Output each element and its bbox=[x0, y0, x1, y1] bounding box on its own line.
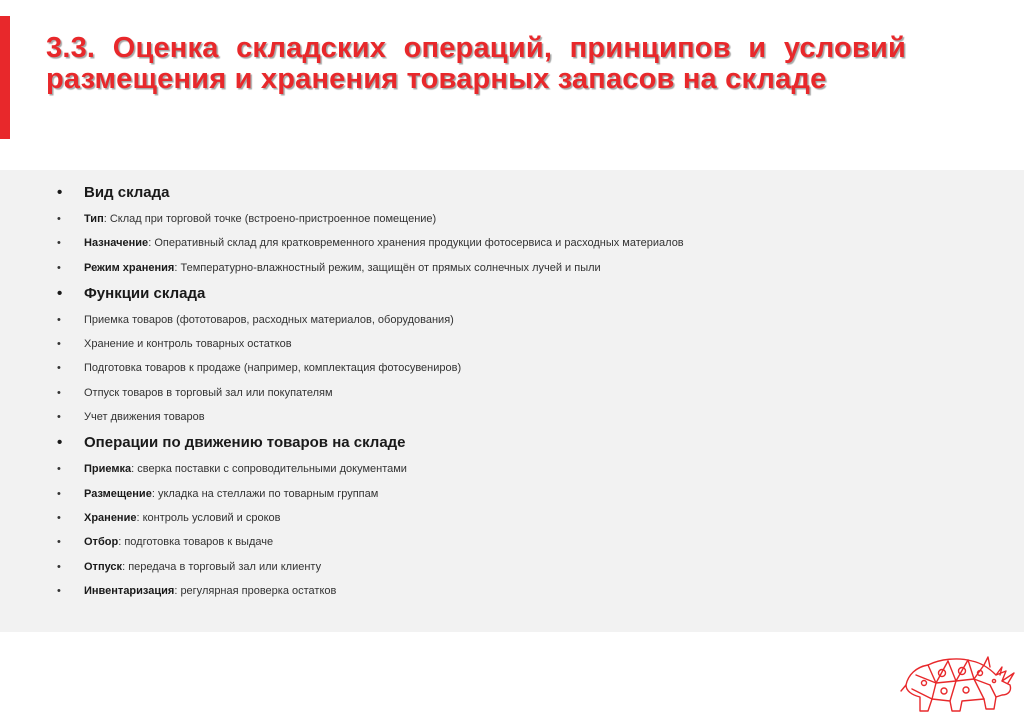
item-text: Отпуск товаров в торговый зал или покупателям bbox=[84, 386, 333, 399]
item-text: укладка на стеллажи по товарным группам bbox=[157, 487, 379, 500]
item-text: Подготовка товаров к продаже (например, комплектация фотосувениров) bbox=[84, 362, 462, 375]
item-text: подготовка товаров к выдаче bbox=[124, 536, 274, 549]
item-text: передача в торговый зал или клиенту bbox=[128, 560, 322, 573]
section-heading: • Операции по движению товаров на складе bbox=[57, 434, 684, 452]
list-item bbox=[57, 560, 684, 574]
section-heading: • Функции склада bbox=[57, 285, 684, 303]
item-separator: : bbox=[131, 463, 138, 476]
item-term: Хранение bbox=[84, 511, 137, 524]
item-text: Хранение и контроль товарных остатков bbox=[84, 338, 292, 351]
item-separator: : bbox=[174, 261, 181, 274]
item-text: контроль условий и сроков bbox=[142, 511, 281, 524]
list-item bbox=[57, 584, 684, 598]
item-text: Учет движения товаров bbox=[84, 411, 205, 424]
item-text: сверка поставки с сопроводительными документами bbox=[137, 463, 407, 476]
slide-title: 3.3. Оценка складских операций, принципов и условий размещения и хранения товарных запасов на складе bbox=[46, 32, 906, 95]
list-item bbox=[57, 535, 684, 549]
item-term: Назначение bbox=[84, 237, 149, 250]
item-term: Отбор bbox=[84, 536, 119, 549]
list-item bbox=[57, 261, 684, 275]
item-separator: : bbox=[151, 487, 158, 500]
item-term: Инвентаризация bbox=[84, 584, 175, 597]
item-term: Тип bbox=[84, 213, 104, 225]
list-item bbox=[57, 462, 684, 476]
list-item bbox=[57, 337, 684, 351]
item-text: Склад при торговой точке (встроено-пристроенное помещение) bbox=[109, 213, 437, 225]
item-separator: : bbox=[122, 560, 129, 573]
accent-bar bbox=[0, 16, 10, 139]
item-separator: : bbox=[136, 511, 143, 524]
list-item bbox=[57, 313, 684, 327]
item-text: Температурно-влажностный режим, защищён от прямых солнечных лучей и пыли bbox=[180, 261, 601, 274]
section-heading: • Вид склада bbox=[57, 184, 684, 202]
item-text: Приемка товаров (фототоваров, расходных материалов, оборудования) bbox=[84, 313, 454, 326]
item-term: Размещение bbox=[84, 487, 152, 500]
item-text: Оперативный склад для кратковременного хранения продукции фотосервиса и расходных материалов bbox=[154, 237, 684, 250]
list-item bbox=[57, 212, 684, 226]
item-term: Режим хранения bbox=[84, 261, 175, 274]
list-item bbox=[57, 361, 684, 375]
content-list bbox=[57, 184, 684, 608]
item-term: Приемка bbox=[84, 463, 132, 476]
item-separator: : bbox=[174, 584, 181, 597]
list-item bbox=[57, 511, 684, 525]
list-item bbox=[57, 410, 684, 424]
item-separator: : bbox=[118, 536, 125, 549]
list-item bbox=[57, 487, 684, 501]
rhino-logo-icon bbox=[898, 645, 1016, 717]
item-text: регулярная проверка остатков bbox=[180, 584, 337, 597]
item-term: Отпуск bbox=[84, 560, 123, 573]
item-separator: : bbox=[103, 213, 110, 225]
list-item bbox=[57, 236, 684, 250]
list-item bbox=[57, 386, 684, 400]
item-separator: : bbox=[148, 237, 155, 250]
content-panel bbox=[0, 170, 1024, 632]
